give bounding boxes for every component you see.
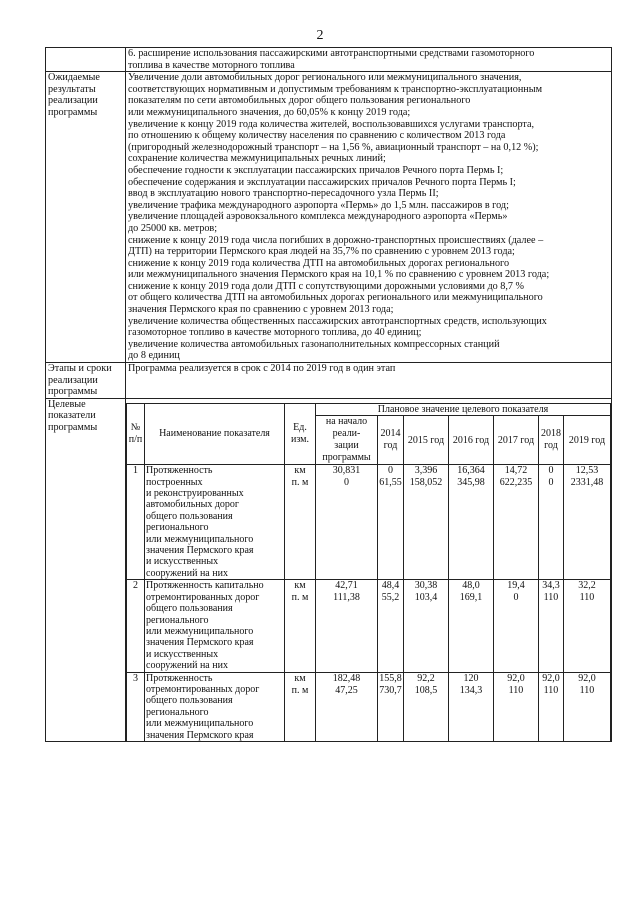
header-text: реали- — [332, 428, 361, 440]
text-line: по отношению к общему количеству населения по сравнению с количеством 2013 года — [128, 130, 506, 142]
value-cell — [449, 580, 494, 672]
text-line: увеличение количества общественных пассажирских автотранспортных средств, использующих — [128, 315, 547, 327]
text-line: увеличение к концу 2019 года количества жителей, воспользовавшихся услугами транспорта, — [128, 118, 535, 130]
name-line: Протяженность — [146, 465, 213, 477]
table-row — [127, 580, 611, 672]
label-line: программы — [48, 422, 98, 433]
label-line: Ожидаемые — [48, 72, 100, 84]
cell-value: км — [294, 672, 306, 684]
text-line: до 8 единиц — [128, 350, 180, 362]
text-line: увеличение трафика международного аэропорта «Пермь» до 1,5 млн. пассажиров в год; — [128, 199, 509, 211]
header-text: программы — [322, 452, 371, 464]
cell-value: 0 — [344, 477, 349, 489]
value-cell — [316, 465, 378, 580]
header-text: 2018 — [541, 428, 561, 440]
label-line: программы — [48, 106, 98, 118]
value-cell — [449, 465, 494, 580]
cell-value: 92,0 — [507, 672, 525, 684]
cell-value: 32,2 — [578, 580, 596, 592]
cell-value: 92,0 — [542, 672, 560, 684]
cell-value: 0 — [548, 465, 554, 477]
value-cell — [404, 465, 449, 580]
name-line: общего пользования — [146, 510, 233, 522]
text-line: (пригородный железнодорожный транспорт – на 1,56 %, авиационный транспорт – на 0,12 %); — [128, 141, 539, 153]
cell-value: 48,4 — [381, 580, 400, 592]
cell-value: 103,4 — [414, 592, 438, 604]
cell-value: 2331,48 — [570, 477, 604, 489]
header-2015: 2015 год — [404, 416, 449, 465]
value-cell — [494, 465, 539, 580]
value-cell — [378, 465, 404, 580]
name-line: или межмуниципального — [146, 625, 254, 637]
cell-value: 110 — [508, 684, 524, 696]
header-text: п/п — [128, 434, 143, 446]
value-cell — [564, 580, 611, 672]
program-passport-table — [45, 47, 612, 742]
cell-value: 110 — [543, 592, 559, 604]
cell-value: 345,98 — [457, 477, 485, 489]
unit-cell — [285, 580, 316, 672]
name-line: построенных — [146, 476, 203, 488]
empty-label-cell — [46, 48, 126, 72]
cell-value: 120 — [463, 672, 479, 684]
cell-value: км — [294, 580, 306, 592]
name-line: регионального — [146, 522, 209, 534]
label-line: результаты — [48, 83, 96, 95]
name-line: общего пользования — [146, 695, 233, 707]
text-line: снижение к концу 2019 года числа погибших в дорожно-транспортных происшествиях (далее – — [128, 234, 544, 246]
name-line: Протяженность — [146, 672, 213, 684]
indicator-name — [145, 465, 285, 580]
name-line: сооружений на них — [146, 567, 228, 579]
expected-results-label — [46, 72, 126, 363]
name-line: значения Пермского края — [146, 729, 254, 741]
cell-value: 0 — [513, 592, 519, 604]
value-cell — [378, 672, 404, 741]
header-text: зации — [334, 440, 359, 452]
label-line: реализации — [48, 95, 98, 107]
row-num: 2 — [127, 580, 145, 672]
name-line: регионального — [146, 614, 209, 626]
text-line: топлива в качестве моторного топлива — [128, 59, 295, 71]
name-line: регионального — [146, 706, 209, 718]
value-cell — [404, 672, 449, 741]
value-cell — [539, 672, 564, 741]
header-text: год — [544, 440, 558, 452]
cell-value: 108,5 — [414, 684, 438, 696]
value-cell — [378, 580, 404, 672]
cell-value: 110 — [543, 684, 559, 696]
cell-value: 42,71 — [335, 580, 358, 592]
name-line: сооружений на них — [146, 660, 228, 672]
cell-value: 730,7 — [379, 684, 402, 696]
label-line: программы — [48, 386, 98, 398]
text-line: снижение к концу 2019 года доли ДТП с сопутствующими дорожными условиями до 8,7 % — [128, 280, 525, 292]
cell-value: 14,72 — [504, 465, 528, 477]
target-indicators-table — [126, 403, 611, 742]
name-line: общего пользования — [146, 603, 233, 615]
text-line: обеспечение годности к эксплуатации пассажирских причалов Речного порта Пермь I; — [128, 164, 504, 176]
cell-value: 92,0 — [578, 672, 596, 684]
targets-table-cell — [126, 398, 612, 742]
indicator-name — [145, 580, 285, 672]
text-line: ДТП) на территории Пермского края людей на 35,7% по сравнению с уровнем 2013 года; — [128, 246, 515, 258]
text-line: показателям по сети автомобильных дорог общего пользования регионального — [128, 95, 471, 107]
header-2017: 2017 год — [494, 416, 539, 465]
cell-value: 111,38 — [333, 592, 360, 604]
cell-value: 0 — [548, 477, 554, 489]
label-line: показатели — [48, 410, 96, 422]
value-cell — [494, 672, 539, 741]
cell-value: п. м — [291, 592, 309, 604]
value-cell — [316, 580, 378, 672]
goals-continuation-text — [126, 48, 612, 72]
cell-value: 30,38 — [414, 580, 438, 592]
value-cell — [539, 580, 564, 672]
row-num: 3 — [127, 672, 145, 741]
text-line: увеличение площадей аэровокзального комплекса международного аэропорта «Пермь» — [128, 211, 508, 223]
text-line: обеспечение содержания и эксплуатации пассажирских причалов Речного порта Пермь I; — [128, 176, 516, 188]
label-line: реализации — [48, 374, 98, 386]
name-line: отремонтированных дорог — [146, 591, 260, 603]
value-cell — [404, 580, 449, 672]
cell-value: 55,2 — [381, 592, 400, 604]
header-text: 2014 — [380, 428, 401, 440]
header-num — [127, 403, 145, 464]
header-name: Наименование показателя — [145, 403, 285, 464]
page-number: 2 — [316, 28, 324, 43]
value-cell — [316, 672, 378, 741]
text-line: до 25000 кв. метров; — [128, 222, 218, 234]
name-line: отремонтированных дорог — [146, 683, 260, 695]
cell-value: 61,55 — [379, 477, 402, 489]
cell-value: 155,8 — [379, 672, 402, 684]
cell-value: 182,48 — [332, 672, 361, 684]
header-2018 — [539, 416, 564, 465]
text-line: или межмуниципального значения, до 60,05% к концу 2019 года; — [128, 106, 411, 118]
value-cell — [449, 672, 494, 741]
unit-cell — [285, 465, 316, 580]
cell-value: 47,25 — [335, 684, 358, 696]
text-line: или межмуниципального значения Пермского края на 10,1 % по сравнению с уровнем 2013 года; — [128, 269, 550, 281]
label-line: Этапы и сроки — [48, 363, 112, 375]
stages-row — [46, 363, 612, 399]
text-line: ввод в эксплуатацию нового транспортно-пересадочного узла Пермь II; — [128, 188, 439, 200]
cell-value: 134,3 — [459, 684, 483, 696]
header-row-1 — [127, 403, 611, 415]
goals-continuation-row — [46, 48, 612, 72]
label-line: Целевые — [48, 398, 86, 410]
value-cell — [564, 465, 611, 580]
text-line: 6. расширение использования пассажирскими автотранспортными средствами газомоторного — [128, 48, 535, 59]
cell-value: 110 — [579, 684, 595, 696]
value-cell — [539, 465, 564, 580]
cell-value: 110 — [579, 592, 595, 604]
text-line: от общего количества ДТП на автомобильных дорогах регионального или межмуниципального — [128, 292, 543, 304]
row-num: 1 — [127, 465, 145, 580]
name-line: и искусственных — [146, 556, 219, 568]
cell-value: 34,3 — [542, 580, 560, 592]
header-2019: 2019 год — [564, 416, 611, 465]
header-text: Ед. — [293, 422, 307, 434]
text-line: соответствующих нормативным и допустимым требованиям к транспортно-эксплуатационным — [128, 83, 543, 95]
header-text: на начало — [325, 416, 368, 428]
cell-value: 48,0 — [462, 580, 480, 592]
header-unit — [285, 403, 316, 464]
cell-value: 30,831 — [332, 465, 361, 477]
header-text: № — [130, 422, 141, 434]
name-line: или межмуниципального — [146, 718, 254, 730]
name-line: автомобильных дорог — [146, 499, 240, 511]
text-line: значения Пермского края по сравнению с уровнем 2013 года; — [128, 304, 394, 316]
stages-text: Программа реализуется в срок с 2014 по 2019 год в один этап — [126, 363, 612, 399]
expected-results-text — [126, 72, 612, 363]
header-2014 — [378, 416, 404, 465]
text-line: снижение к концу 2019 года количества ДТП на автомобильных дорогах регионального — [128, 257, 510, 269]
cell-value: 3,396 — [414, 465, 438, 477]
cell-value: 0 — [388, 465, 393, 477]
cell-value: 19,4 — [507, 580, 525, 592]
header-planned: Плановое значение целевого показателя — [316, 403, 611, 415]
indicator-name — [145, 672, 285, 741]
cell-value: 92,2 — [417, 672, 435, 684]
targets-label — [46, 398, 126, 742]
name-line: или межмуниципального — [146, 533, 254, 545]
table-row — [127, 672, 611, 741]
header-start — [316, 416, 378, 465]
cell-value: 169,1 — [459, 592, 483, 604]
text-line: сохранение количества межмуниципальных речных линий; — [128, 153, 386, 165]
cell-value: п. м — [291, 684, 309, 696]
text-line: Увеличение доли автомобильных дорог регионального или межмуниципального значения, — [128, 72, 522, 84]
stages-label — [46, 363, 126, 399]
cell-value: км — [294, 465, 306, 477]
value-cell — [494, 580, 539, 672]
name-line: и реконструированных — [146, 488, 244, 500]
header-text: изм. — [291, 434, 309, 446]
cell-value: п. м — [291, 477, 309, 489]
cell-value: 622,235 — [499, 477, 533, 489]
cell-value: 16,364 — [457, 465, 485, 477]
table-row — [127, 465, 611, 580]
targets-row — [46, 398, 612, 742]
unit-cell — [285, 672, 316, 741]
value-cell — [564, 672, 611, 741]
name-line: значения Пермского края — [146, 637, 254, 649]
expected-results-row — [46, 72, 612, 363]
name-line: значения Пермского края — [146, 545, 254, 557]
name-line: Протяженность капитально — [146, 580, 264, 592]
cell-value: 12,53 — [575, 465, 599, 477]
header-2016: 2016 год — [449, 416, 494, 465]
text-line: газомоторное топливо в качестве моторного топлива, до 40 единиц; — [128, 327, 422, 339]
header-text: год — [383, 440, 398, 452]
text-line: увеличение количества автомобильных газонаполнительных компрессорных станций — [128, 338, 500, 350]
name-line: и искусственных — [146, 648, 219, 660]
cell-value: 158,052 — [409, 477, 443, 489]
